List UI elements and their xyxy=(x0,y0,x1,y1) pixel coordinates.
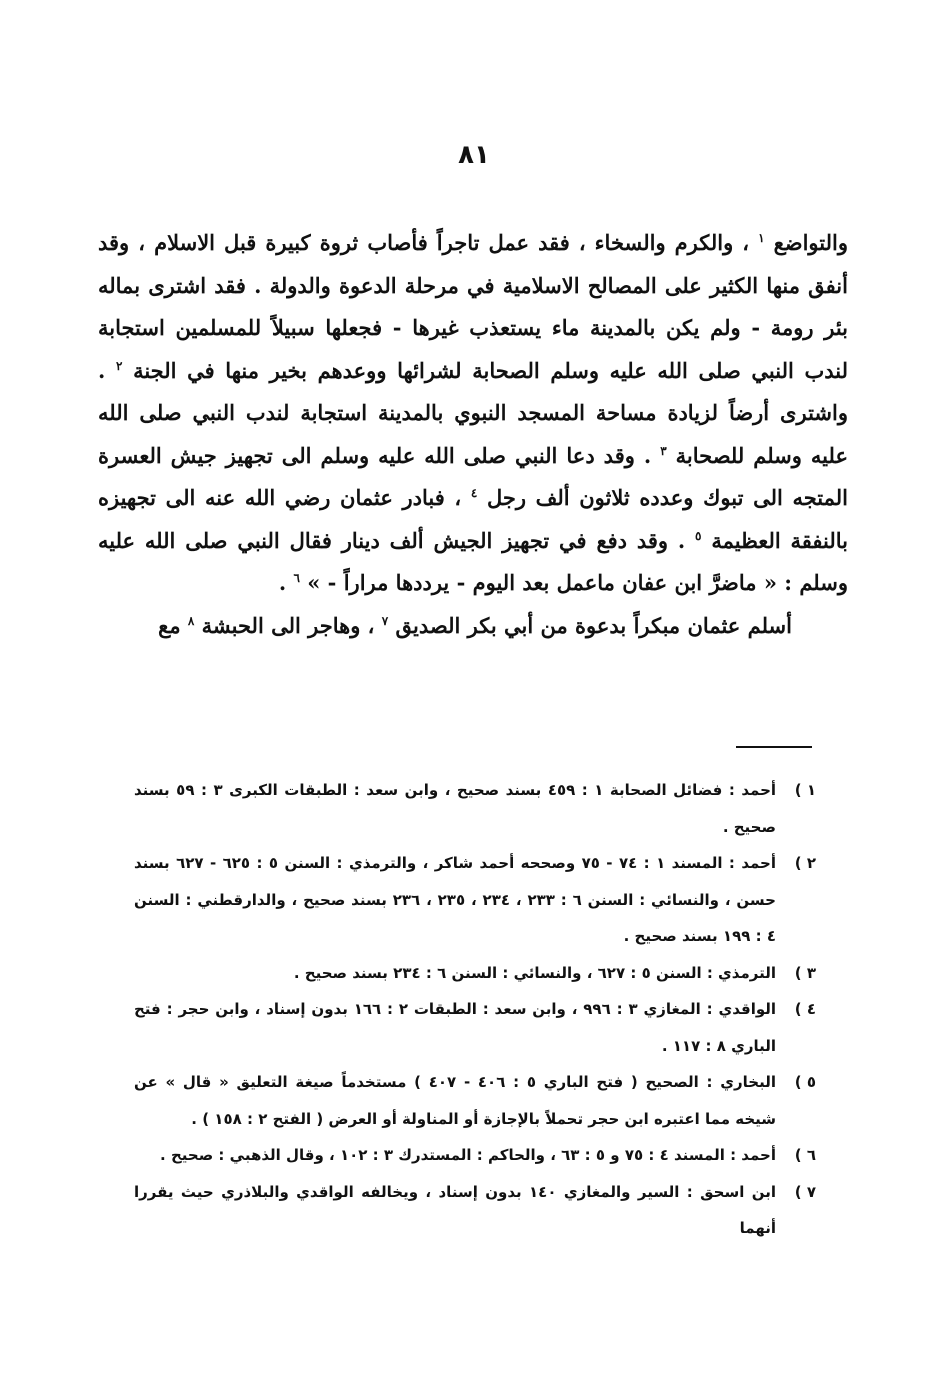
text-segment: ، وهاجر الى الحبشة xyxy=(201,612,375,638)
footnote-ref[interactable]: ٥ xyxy=(695,528,702,543)
footnote-2 xyxy=(134,845,816,955)
footnote-number: ١ ) xyxy=(794,781,816,799)
footnote-number: ٢ ) xyxy=(794,854,816,872)
text-segment: أسلم عثمان مبكراً بدعوة من أبي بكر الصديق xyxy=(395,612,792,638)
footnote-number: ٤ ) xyxy=(794,1000,816,1018)
footnote-6 xyxy=(134,1137,816,1174)
text-segment: . xyxy=(278,570,287,595)
page-number: ٨١ xyxy=(458,140,490,170)
footnote-text: أحمد : المسند ٤ : ٧٥ و ٥ : ٦٣ ، والحاكم : المستدرك ٣ : ١٠٢ ، وقال الذهبي : صحيح . xyxy=(160,1146,776,1164)
footnote-ref[interactable]: ٢ xyxy=(115,358,123,373)
footnote-4 xyxy=(134,991,816,1064)
text-segment: . وقد دفع في تجهيز الجيش ألف دينار فقال النبي صلى الله عليه وسلم : « ماضرَّ ابن عفان ماعمل بعد اليوم - يرددها مراراً - » xyxy=(98,527,848,595)
footnotes xyxy=(134,772,816,1247)
footnote-text: ابن اسحق : السير والمغازي ١٤٠ بدون إسناد ، ويخالفه الواقدي والبلاذري حيث يقررا أنهما xyxy=(134,1182,776,1237)
footnote-text: أحمد : فضائل الصحابة ١ : ٤٥٩ بسند صحيح ، وابن سعد : الطبقات الكبرى ٣ : ٥٩ بسند صحيح . xyxy=(134,781,777,836)
footnote-text: الواقدي : المغازي ٣ : ٩٩٦ ، وابن سعد : الطبقات ٢ : ١٦٦ بدون إسناد ، وابن حجر : فتح الباري ٨ : ١١٧ . xyxy=(134,1000,777,1055)
footnote-number: ٥ ) xyxy=(794,1073,816,1091)
main-text xyxy=(98,222,848,647)
footnote-1 xyxy=(134,772,816,845)
footnote-ref[interactable]: ٦ xyxy=(293,571,300,585)
footnote-divider xyxy=(736,746,812,748)
footnote-text: الترمذي : السنن ٥ : ٦٢٧ ، والنسائي : السنن ٦ : ٢٣٤ بسند صحيح . xyxy=(293,963,776,982)
paragraph-1 xyxy=(98,222,848,605)
footnote-7 xyxy=(134,1174,816,1247)
footnote-text: أحمد : المسند ١ : ٧٤ - ٧٥ وصححه أحمد شاكر ، والترمذي : السنن ٥ : ٦٢٥ - ٦٢٧ بسند حسن ، والنسائي : السنن ٦ : ٢٣٣ ، ٢٣٤ ، ٢٣٥ ، ٢٣٦ بسند صحيح ، والدارقطني : السنن ٤ : ١٩٩ بسند صحيح . xyxy=(134,854,777,945)
footnote-5 xyxy=(134,1064,816,1137)
text-segment: مع xyxy=(158,612,181,638)
text-segment: . واشترى أرضاً لزيادة مساحة المسجد النبوي بالمدينة استجابة لندب النبي صلى الله عليه وسلم للصحابة xyxy=(98,357,848,468)
footnote-text: البخاري : الصحيح ( فتح الباري ٥ : ٤٠٦ - ٤٠٧ ) مستخدماً صيغة التعليق « قال » عن شيخه مما اعتبره ابن حجر تحملاً بالإجازة أو المناولة أو العرض ( الفتح ٢ : ١٥٨ ) . xyxy=(134,1073,776,1128)
footnote-ref[interactable]: ٣ xyxy=(660,443,667,458)
footnote-ref[interactable]: ١ xyxy=(758,231,765,245)
text-segment: . وقد دعا النبي صلى الله عليه وسلم الى تجهيز جيش العسرة المتجه الى تبوك وعدده ثلاثون ألف رجل xyxy=(98,442,848,510)
footnote-number: ٦ ) xyxy=(794,1146,816,1164)
text-segment: والتواضع xyxy=(773,230,848,255)
text-segment: ، فبادر عثمان رضي الله عنه الى تجهيزه بالنفقة العظيمة xyxy=(98,485,848,553)
paragraph-2 xyxy=(98,605,848,648)
footnote-3 xyxy=(134,955,816,992)
text-segment: ، والكرم والسخاء ، فقد عمل تاجراً فأصاب ثروة كبيرة قبل الاسلام ، وقد أنفق منها الكثير على المصالح الاسلامية في مرحلة الدعوة والدولة . فقد اشترى بماله بئر رومة - ولم يكن بالمدينة ماء يستعذب غيرها - فجعلها سبيلاً للمسلمين استجابة لندب النبي صلى الله عليه وسلم الصحابة لشرائها ووعدهم بخير منها في الجنة xyxy=(98,230,849,383)
footnote-number: ٣ ) xyxy=(794,963,816,982)
footnote-number: ٧ ) xyxy=(794,1182,816,1201)
footnote-ref[interactable]: ٤ xyxy=(470,486,478,500)
footnote-ref[interactable]: ٨ xyxy=(187,613,195,628)
footnote-ref[interactable]: ٧ xyxy=(381,613,389,628)
